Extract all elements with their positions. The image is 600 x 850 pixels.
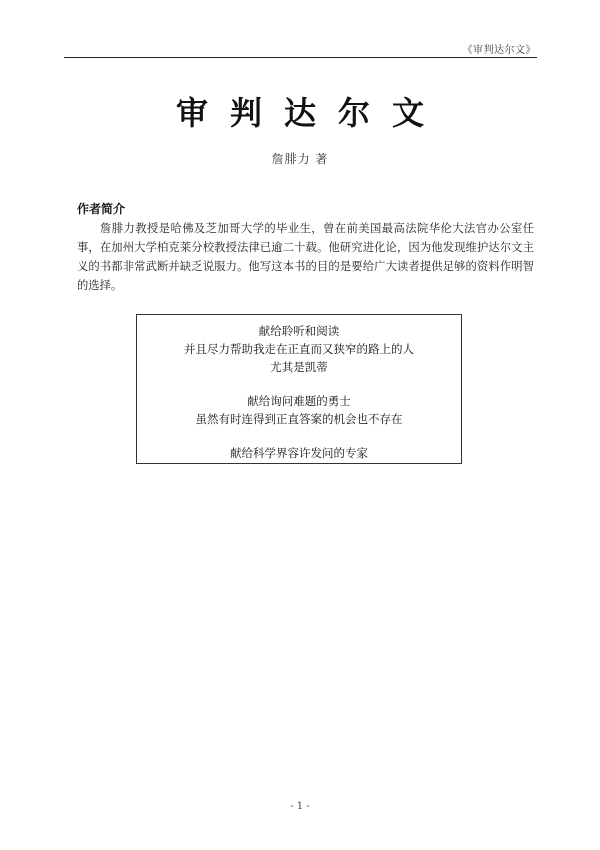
dedication-spacer bbox=[137, 376, 461, 392]
author-byline: 詹腓力 著 bbox=[271, 152, 329, 166]
dedication-line: 并且尽力帮助我走在正直而又狭窄的路上的人 bbox=[184, 342, 414, 356]
author-intro-heading: 作者简介 bbox=[77, 202, 126, 216]
running-header: 《审判达尔文》 bbox=[462, 45, 536, 56]
page-number: - 1 - bbox=[290, 801, 310, 812]
dedication-line: 献给科学界容许发问的专家 bbox=[230, 446, 368, 460]
dedication-spacer bbox=[137, 428, 461, 444]
author-intro-paragraph: 詹腓力教授是哈佛及芝加哥大学的毕业生，曾在前美国最高法院华伦大法官办公室任事，在加州大学柏克莱分校教授法律已逾二十载。他研究进化论，因为他发现维护达尔文主义的书都非常武断并缺乏说服力。他写这本书的目的是要给广大读者提供足够的资料作明智的选择。 bbox=[77, 222, 534, 292]
dedication-line: 献给询问难题的勇士 bbox=[247, 394, 351, 408]
header-rule bbox=[64, 57, 537, 58]
dedication-box bbox=[136, 314, 462, 464]
dedication-line: 献给聆听和阅读 bbox=[258, 324, 340, 338]
book-title: 审判达尔文 bbox=[175, 94, 446, 132]
dedication-line: 尤其是凯蒂 bbox=[270, 360, 328, 374]
dedication-line: 虽然有时连得到正直答案的机会也不存在 bbox=[195, 412, 403, 426]
